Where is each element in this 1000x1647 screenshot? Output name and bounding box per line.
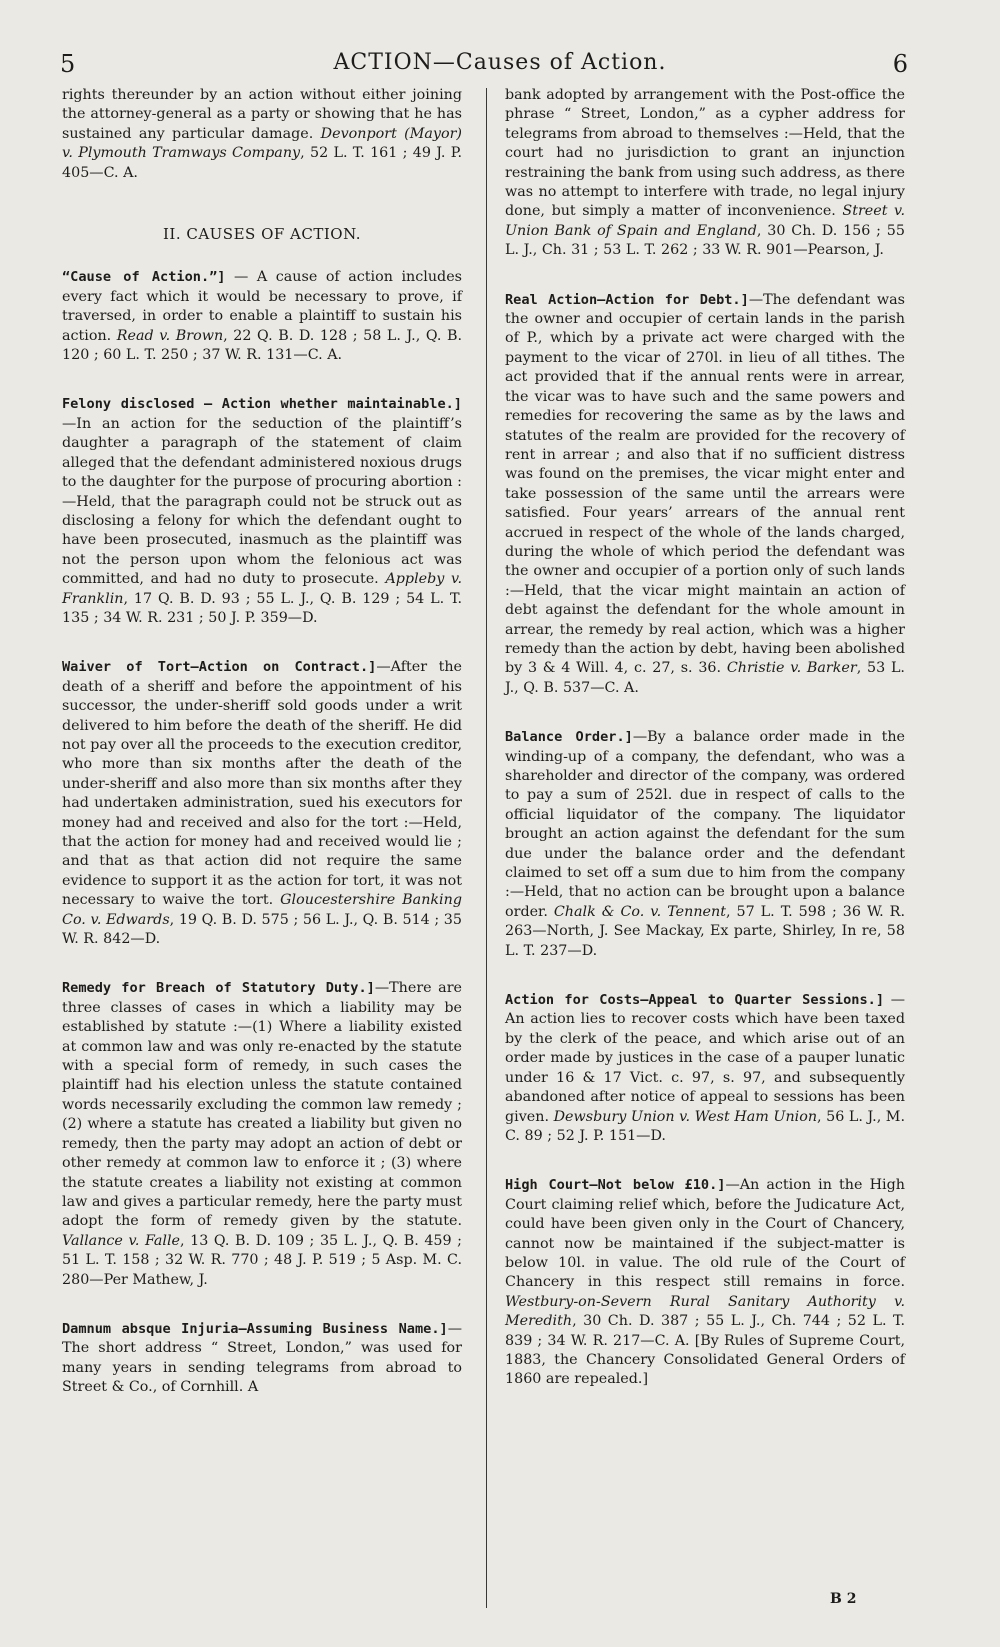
case-citation: Devonport (Mayor) v. Plymouth Tramways Company [62,125,462,162]
entry-cause-of-action [62,268,462,365]
entry-heading: Action for Costs—Appeal to Quarter Sessions.] [505,992,885,1009]
entry-text: —An action lies to recover costs which have been taxed by the clerk of the peace, and which arise out of an order made by justices in the case of a pauper lunatic under 16 & 17 Vict. c. 97, s. 97, and subsequently abandoned after notice of appeal to sessions has been given. [505,992,906,1125]
entry-text: —An action in the High Court claiming relief which, before the Judicature Act, could have been given only in the Court of Chancery, cannot now be maintained if the subject-matter is below 10l. in value. The old rule of the Court of Chancery in this respect still remains in force. [505,1177,905,1291]
running-header-title: ACTION—Causes of Action. [333,50,667,75]
entry-heading: High Court—Not below £10.] [505,1177,726,1194]
report-reference: , 30 Ch. D. 156 ; 55 L. J., Ch. 31 ; 53 L. T. 262 ; 33 W. R. 901—Pearson, J. [505,222,905,259]
entry-action-for-costs [505,991,905,1146]
right-page-number: 6 [892,50,908,78]
entry-heading: Waiver of Tort—Action on Contract.] [62,659,377,676]
report-reference: , 13 Q. B. D. 109 ; 35 L. J., Q. B. 459 ; 51 L. T. 158 ; 32 W. R. 770 ; 48 J. P. 519 ; 5 Asp. M. C. 280—Per Mathew, J. [62,1232,462,1288]
entry-heading: “Cause of Action.”] [62,269,226,286]
entry-heading: Damnum absque Injuria—Assuming Business Name.] [62,1320,448,1337]
case-citation: Street v. Union Bank of Spain and England [505,203,905,239]
entry-heading: Felony disclosed — Action whether maintainable.] [62,396,462,413]
section-title: II. CAUSES OF ACTION. [162,225,362,244]
left-intro-paragraph [62,86,462,183]
case-citation: Vallance v. Falle [62,1232,181,1249]
entry-balance-order [505,728,905,961]
entry-text: —In an action for the seduction of the plaintiff’s daughter a paragraph of the statement of claim alleged that the defendant administered noxious drugs to the daughter for the purpose of procuring abortion :—Held, that the paragraph could not be struck out as disclosing a felony for which the defendant ought to have been prosecuted, inasmuch as the plaintiff was not the person upon whom the felonious act was committed, and had no duty to prosecute. [62,415,462,588]
entry-real-action [505,291,905,699]
signature-mark: B 2 [830,1591,857,1607]
entry-text: — A cause of action includes every fact which it would be necessary to prove, if traversed, in order to enable a plaintiff to sustain his action. [62,269,462,344]
left-page-number: 5 [60,50,76,78]
case-citation: Westbury-on-Severn Rural Sanitary Authority v. Meredith [505,1293,905,1330]
entry-high-court [505,1176,905,1389]
report-reference: , 17 Q. B. D. 93 ; 55 L. J., Q. B. 129 ; 54 L. T. 135 ; 34 W. R. 231 ; 50 J. P. 359—D. [62,590,462,626]
right-intro-paragraph [505,86,905,261]
column-divider [486,88,487,1608]
entry-text: —There are three classes of cases in which a liability may be established by statute :—(1) Where a liability existed at common law and was only re-enacted by the statute with a special form of remedy, in such cases the plaintiff had his election unless the statute contained words necessarily excluding the common law remedy ; (2) where a statute has created a liability but given no remedy, then the party may adopt an action of debt or other remedy at common law to enforce it ; (3) where the statute creates a liability not existing at common law and gives a particular remedy, here the party must adopt the form of remedy given by the statute. [62,980,462,1230]
report-reference: , 57 L. T. 598 ; 36 W. R. 263—North, J. See Mackay, Ex parte, Shirley, In re, 58 L. T. 237—D. [505,903,905,959]
case-citation: Gloucestershire Banking Co. v. Edwards [62,892,462,928]
report-reference: , 19 Q. B. D. 575 ; 56 L. J., Q. B. 514 ; 35 W. R. 842—D. [62,911,462,948]
left-entries [62,268,462,1397]
report-reference: , 22 Q. B. D. 128 ; 58 L. J., Q. B. 120 ; 60 L. T. 250 ; 37 W. R. 131—C. A. [62,327,462,364]
entry-heading: Real Action—Action for Debt.] [505,291,749,308]
entry-text: —The defendant was the owner and occupier of certain lands in the parish of P., which by a private act were charged with the payment to the vicar of 270l. in lieu of all tithes. The act provided that if the annual rents were in arrear, the vicar was to have such and the same powers and remedies for recovering the same as by the laws and statutes of the realm are provided for the recovery of rent in arrear ; and also that if no sufficient distress was found on the premises, the vicar might enter and take possession of the same until the arrears were satisfied. Four years’ arrears of the annual rent accrued in respect of the whole of the lands charged, during the whole of which period the defendant was the owner and occupier of a portion only of such lands :—Held, that the vicar might maintain an action of debt against the defendant for the whole amount in arrear, the remedy by real action, which was a higher remedy than the action by debt, having been abolished by 3 & 4 Will. 4, c. 27, s. 36. [505,291,906,677]
intro-text: bank adopted by arrangement with the Post-office the phrase “ Street, London,” as a cypher address for telegrams from abroad to themselves :—Held, that the court had no jurisdiction to grant an injunction restraining the bank from using such address, as there was no attempt to interfere with trade, no legal injury done, but simply a matter of inconvenience. [505,87,905,220]
entry-felony-disclosed [62,395,462,628]
right-entries [505,291,905,1390]
right-column [505,86,905,1390]
entry-heading: Balance Order.] [505,729,633,746]
report-reference: , 30 Ch. D. 387 ; 55 L. J., Ch. 744 ; 52 L. T. 839 ; 34 W. R. 217—C. A. [By Rules of Supreme Court, 1883, the Chancery Consolidated General Orders of 1860 are repealed.] [505,1313,905,1388]
intro-text: rights thereunder by an action without either joining the attorney-general as a party or showing that he has sustained any particular damage. [62,87,462,142]
entry-text: —By a balance order made in the winding-up of a company, the defendant, who was a shareholder and director of the company, was ordered to pay a sum of 252l. due in respect of calls to the official liquidator of the company. The liquidator brought an action against the defendant for the sum due under the balance order and the defendant claimed to set off a sum due to him from the company :—Held, that no action can be brought upon a balance order. [505,729,905,920]
case-citation: Christie v. Barker [726,660,857,677]
entry-text: —After the death of a sheriff and before the appointment of his successor, the under-sheriff sold goods under a writ delivered to him before the death of the sheriff. He did not pay over all the proceeds to the execution creditor, who more than six months after the death of the under-sheriff and also more than six months after they had undertaken administration, sued his executors for money had and received and also for the tort :—Held, that the action for money had and received would lie ; and that as that action did not require the same evidence to support it as the action for tort, it was not necessary to waive the tort. [62,659,462,909]
case-citation: Appleby v. Franklin [62,571,462,607]
entry-damnum-absque-injuria [62,1320,462,1398]
entry-statutory-duty [62,979,462,1290]
report-reference: , 52 L. T. 161 ; 49 J. P. 405—C. A. [62,145,463,181]
report-reference: , 56 L. J., M. C. 89 ; 52 J. P. 151—D. [505,1108,905,1144]
case-citation: Dewsbury Union v. West Ham Union [553,1108,818,1125]
entry-waiver-of-tort [62,658,462,949]
case-citation: Chalk & Co. v. Tennent [553,903,726,920]
entry-text: —The short address “ Street, London,” was used for many years in sending telegrams from abroad to Street & Co., of Cornhill. A [62,1320,462,1396]
entry-heading: Remedy for Breach of Statutory Duty.] [62,980,375,997]
report-reference: , 53 L. J., Q. B. 537—C. A. [505,660,905,696]
left-column [62,86,462,1398]
case-citation: Read v. Brown [116,327,224,344]
